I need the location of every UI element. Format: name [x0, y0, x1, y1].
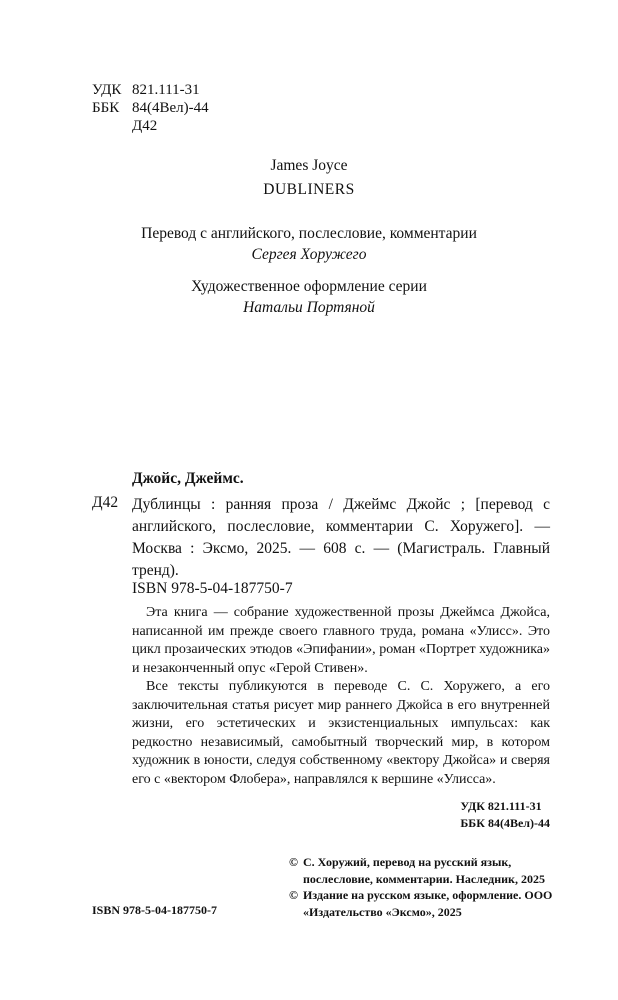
title-en: DUBLINERS	[263, 181, 355, 198]
copyright-symbol: ©	[289, 855, 298, 869]
description-text: Дублинцы : ранняя проза / Джеймс Джойс ; [перевод с английского, послесловие, комментарии С. Хоружего]. — Москва : Эксмо, 2025. — 608 с. — (Магистраль. Главный тренд).	[132, 496, 550, 579]
annotation	[132, 604, 550, 789]
record-isbn: ISBN 978-5-04-187750-7	[132, 580, 293, 597]
bbk-row	[92, 99, 209, 117]
annotation-paragraph-2: Все тексты публикуются в переводе С. С. Хоружего, а его заключительная статья рисует мир раннего Джойса в его внутренней жизни, его эстетических и экзистенциальных импульсах: как редкостно независимый, самобытный творческий мир, в котором художник в юности, следуя собственному «вектору Джойса» и сверяя его с «вектором Флобера», направлялся к вершине «Улисса».	[132, 679, 550, 787]
copyright-translation	[289, 854, 559, 887]
copyright-block	[289, 854, 559, 920]
udk-right: УДК 821.111-31	[460, 799, 542, 813]
udk-row	[92, 81, 209, 99]
author-mark-row	[92, 117, 209, 135]
classification-codes	[92, 81, 209, 135]
translator-name: Сергея Хоружего	[251, 246, 367, 263]
copyright-line-2: Издание на русском языке, оформление. ООО «Издательство «Эксмо», 2025	[303, 888, 553, 919]
bbk-label: ББК	[92, 100, 120, 116]
isbn-bottom: ISBN 978-5-04-187750-7	[92, 903, 217, 917]
udk-label: УДК	[92, 82, 122, 98]
bbk-right: ББК 84(4Вел)-44	[460, 816, 550, 830]
annotation-paragraph-1: Эта книга — собрание художественной прозы Джеймса Джойса, написанной им прежде своего главного труда, романа «Улисс». Это цикл прозаических этюдов «Эпифании», роман «Портрет художника» и незаконченный опус «Герой Стивен».	[132, 605, 550, 676]
udk-value: 821.111-31	[132, 82, 200, 98]
bibliographic-description	[132, 494, 550, 582]
translation-line: Перевод с английского, послесловие, комментарии	[141, 225, 477, 242]
copyright-line-1: С. Хоружий, перевод на русский язык, послесловие, комментарии. Наследник, 2025	[303, 855, 545, 886]
classification-right	[460, 798, 550, 832]
bbk-value: 84(4Вел)-44	[132, 100, 209, 116]
copyright-edition	[289, 887, 559, 920]
record-author-mark: Д42	[92, 494, 119, 511]
author-en: James Joyce	[270, 157, 348, 174]
copyright-symbol: ©	[289, 888, 298, 902]
designer-name: Натальи Портяной	[243, 299, 375, 316]
author-mark: Д42	[132, 118, 158, 134]
design-line: Художественное оформление серии	[191, 278, 427, 295]
author-heading: Джойс, Джеймс.	[132, 470, 244, 487]
